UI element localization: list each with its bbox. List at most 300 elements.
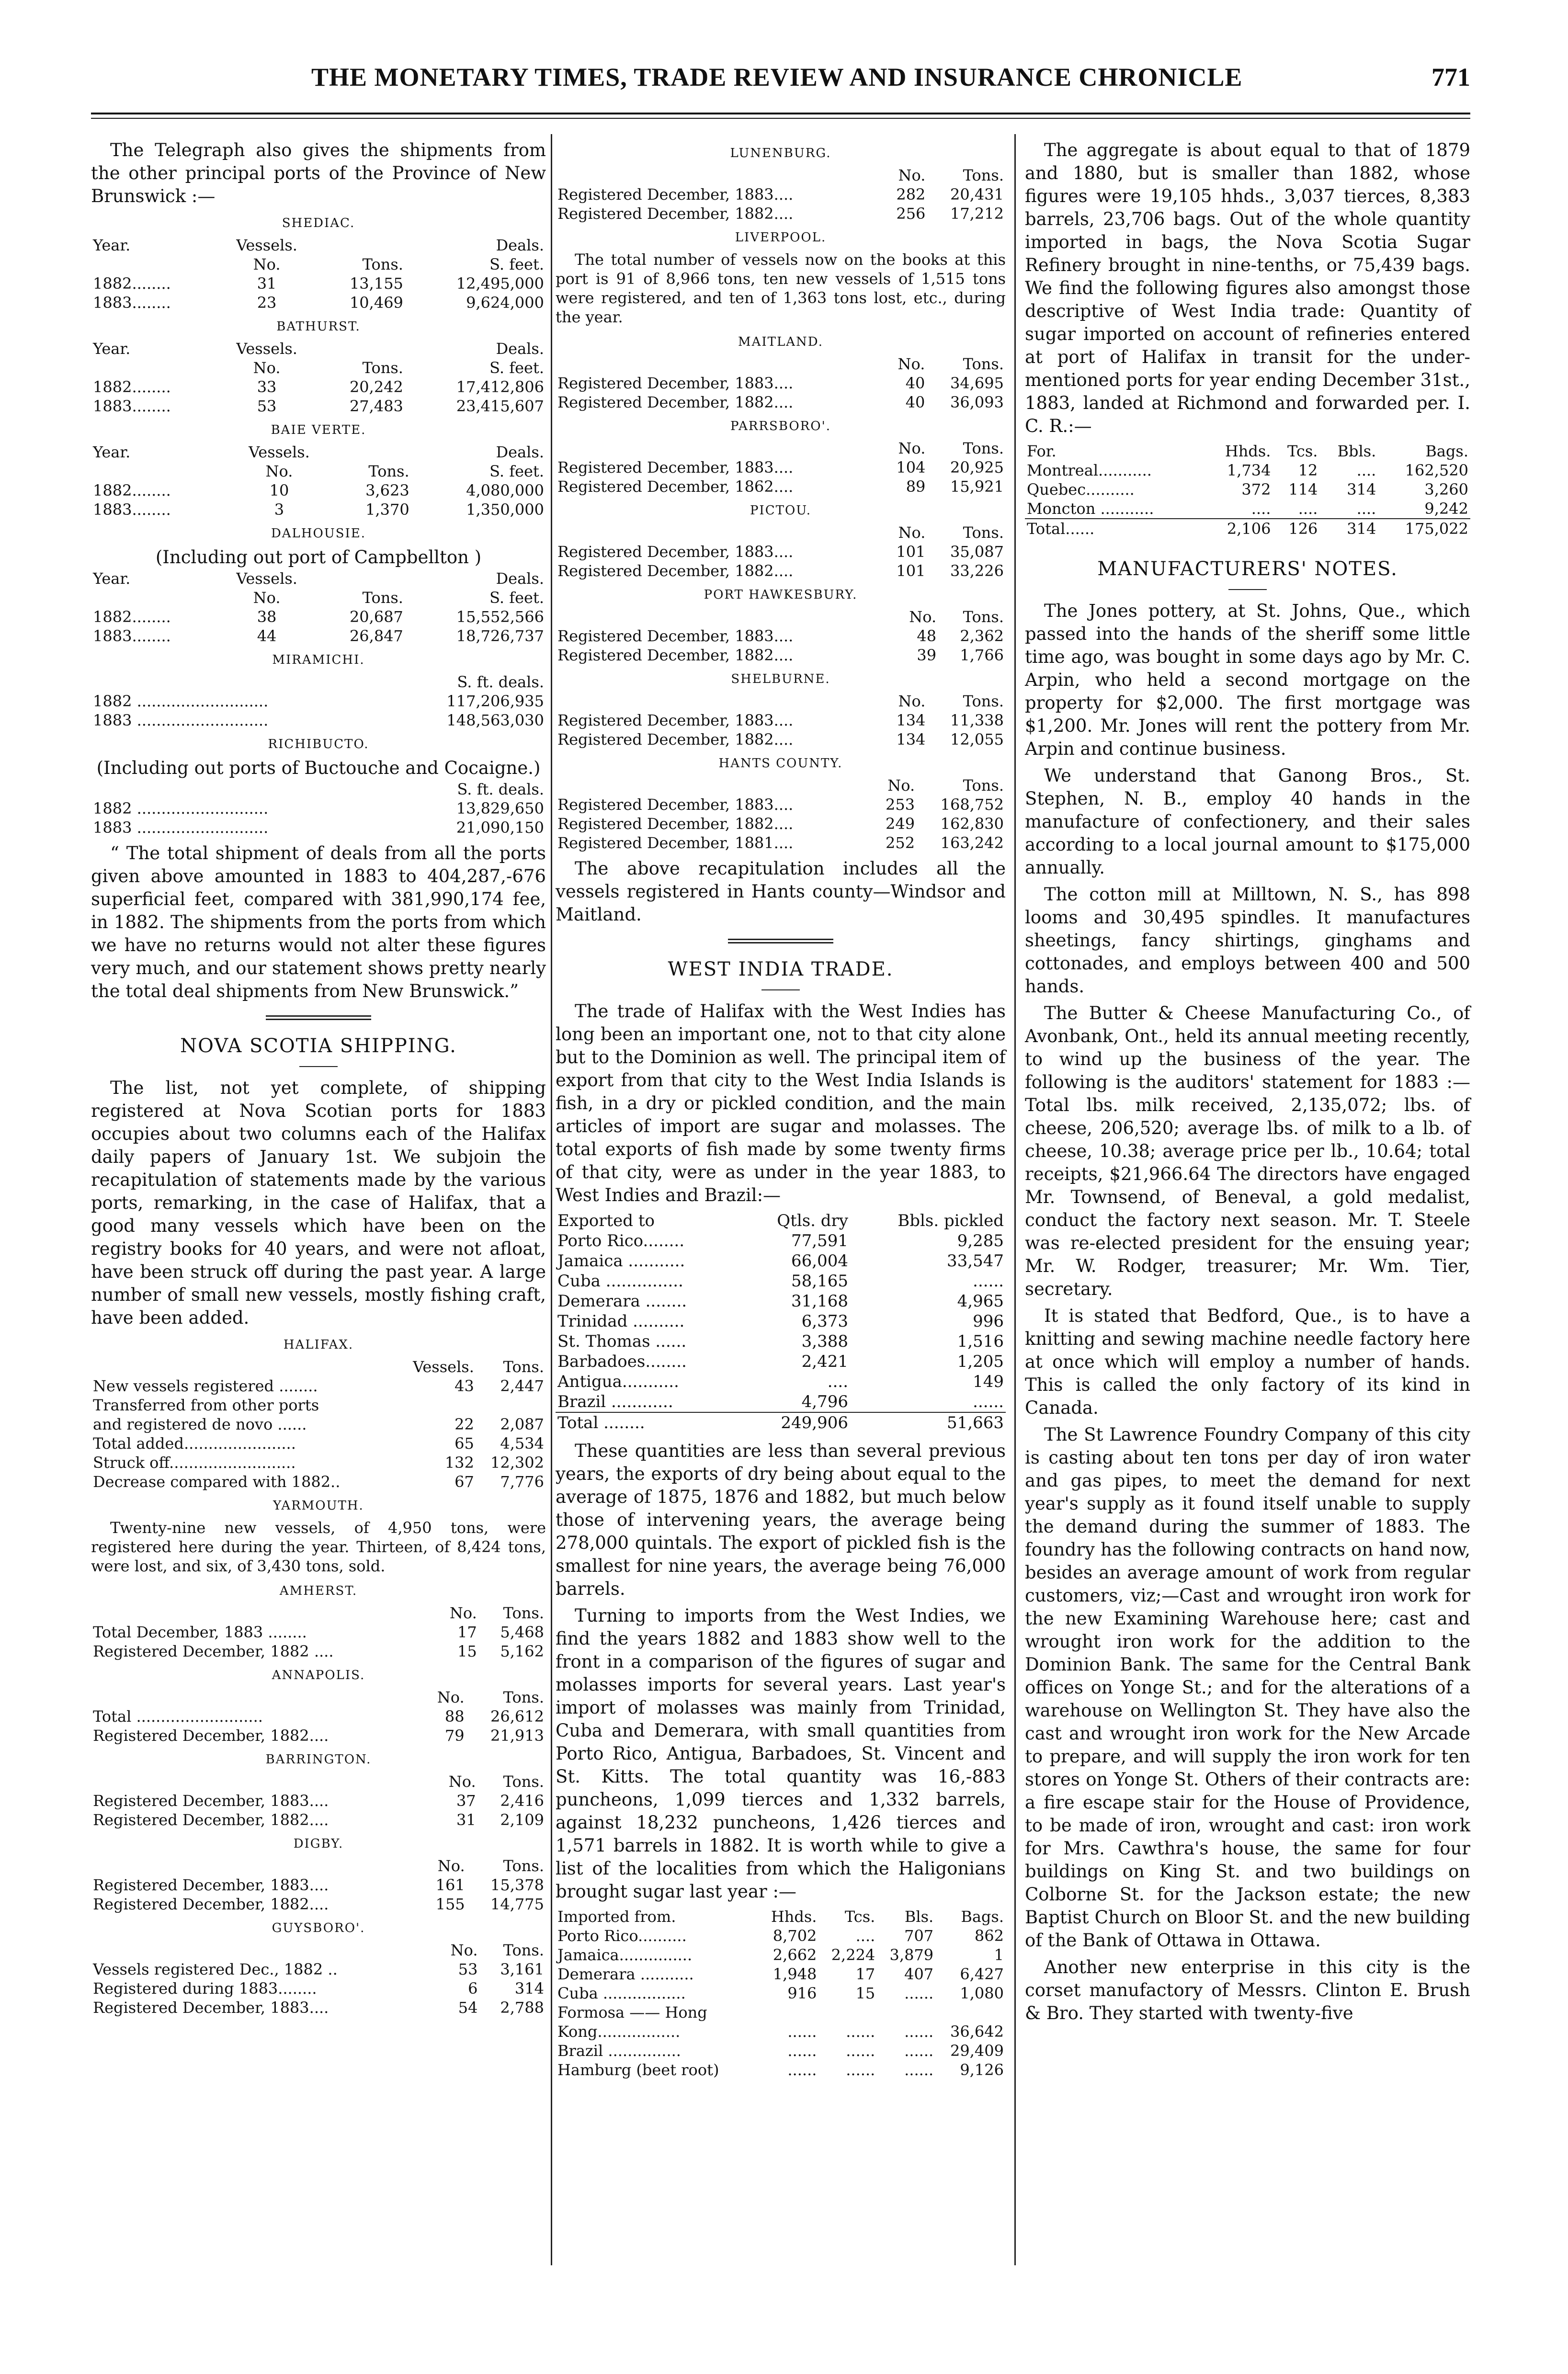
table-cell: 134: [896, 730, 926, 749]
table-row: [556, 814, 1006, 833]
table-cell: Quebec..........: [1027, 480, 1135, 499]
table-cell: 36,642: [950, 2022, 1004, 2041]
table-header-row: [91, 569, 546, 588]
table-cell: Registered December, 1883....: [557, 543, 794, 561]
header-cell: [317, 236, 405, 255]
table-cell: 3,879: [889, 1946, 934, 1964]
table-cell: ....: [1356, 500, 1376, 518]
table-cell: 15,921: [950, 477, 1004, 496]
header-cell: [91, 1772, 433, 1791]
table-cell: 1,370: [365, 500, 409, 519]
header-cell: Bags.: [1425, 442, 1468, 460]
header-cell: Qtls. dry: [777, 1211, 848, 1230]
table-row: [91, 692, 546, 711]
table-cell: 29,409: [950, 2042, 1004, 2060]
table-cell: Struck off..........................: [93, 1454, 296, 1472]
section-label: HALIFAX.: [283, 1338, 354, 1352]
table-row: [91, 1396, 546, 1415]
section-label: BARRINGTON.: [265, 1752, 372, 1767]
nb-ports-tables: [91, 212, 546, 646]
page-header: [91, 62, 1470, 91]
table-cell: 1882........: [93, 378, 171, 396]
header-cell: Deals.: [496, 443, 544, 461]
nova-scotia-heading: NOVA SCOTIA SHIPPING.: [180, 1035, 457, 1057]
west-india-para-1: The trade of Halifax with the West Indies has long been an important one, not to that city alone but to the Dominion as well. The principal item of export from that city to the West India Islands is fish, in a dry or pickled condition, and the main articles of import are sugar and molasses. The total exports of fish made by some twenty firms of that city, were as under in the year 1883, to West Indies and Brazil:—: [556, 1001, 1006, 1205]
table-row: [91, 1415, 546, 1434]
table-cell: 1: [994, 1946, 1004, 1964]
table-cell: Demerara ...........: [557, 1965, 694, 1983]
table-cell: 314: [1319, 519, 1378, 538]
table-cell: ......: [846, 2022, 875, 2041]
table-cell: 9,285: [957, 1231, 1004, 1250]
table-cell: Registered December, 1883....: [93, 1999, 329, 2017]
table-cell: Registered December, 1883....: [557, 458, 794, 477]
table-cell: 134: [896, 711, 926, 729]
table-row: [556, 458, 1006, 477]
table-row: [556, 1311, 1006, 1331]
table-cell: ....: [1251, 500, 1271, 518]
header-cell: Tons.: [963, 166, 1004, 184]
table-cell: 6: [468, 1979, 478, 1998]
table-cell: 26,612: [490, 1707, 544, 1726]
table-row: [556, 1231, 1006, 1251]
table-cell: Registered during 1883........: [93, 1979, 317, 1998]
table-cell: ......: [904, 2061, 934, 2079]
table-cell: 2,106: [1204, 519, 1273, 538]
transit-table: [1025, 442, 1470, 538]
header-rule: [91, 113, 1470, 114]
table-cell: 33: [257, 378, 277, 396]
header-cell: Tons.: [963, 608, 1004, 626]
table-cell: Registered December, 1882....: [557, 646, 794, 664]
column-1: [91, 139, 546, 2017]
table-cell: 51,663: [850, 1412, 1006, 1433]
table-cell: Montreal...........: [1027, 461, 1152, 479]
table-cell: 1882 ...........................: [93, 799, 269, 818]
port-note: (Including out port of Campbellton ): [155, 547, 482, 568]
header-cell: [91, 1941, 436, 1960]
table-header-row: [1025, 442, 1470, 461]
table-cell: 1883 ...........................: [93, 711, 269, 729]
table-cell: 12,495,000: [456, 274, 544, 293]
manufacturers-paragraph: It is stated that Bedford, Que., is to have a knitting and sewing machine needle factory here at once which will employ a number of hands. This is called the only factory of its kind in Canada.: [1025, 1306, 1470, 1418]
table-cell: 3,161: [500, 1960, 544, 1978]
section-label: SHEDIAC.: [282, 216, 355, 230]
aggregate-para: The aggregate is about equal to that of 1879 and 1880, but is smaller than 1882, whose figures were 19,105 hhds., 3,037 tierces, 8,383 barrels, 23,706 bags. Out of the whole quantity imported in bags, the Nova Scotia Sugar Refinery brought in nine-tenths, or 75,439 bags. We find the following figures also amongst those descriptive of West India trade: Quantity of sugar imported on account of refineries entered at port of Halifax in transit for the under-mentioned ports for year ending December 31st., 1883, landed at Richmond and forwarded per. I. C. R.:—: [1025, 140, 1470, 436]
table-cell: 2,109: [500, 1811, 544, 1829]
table-cell: 916: [787, 1984, 817, 2002]
table-cell: 37: [456, 1792, 476, 1810]
table-cell: 31,168: [791, 1292, 848, 1311]
register-table: [91, 1856, 546, 1914]
table-cell: Moncton ...........: [1027, 500, 1154, 518]
register-table: [91, 1603, 546, 1661]
table-header-row: [556, 607, 1006, 626]
table-cell: 1882 ...........................: [93, 692, 269, 710]
table-cell: 1883........: [93, 500, 171, 519]
table-row: [91, 1810, 546, 1829]
table-cell: ......: [973, 1272, 1004, 1291]
header-cell: Tcs.: [1287, 442, 1318, 460]
table-cell: 36,093: [950, 393, 1004, 411]
section-divider: [266, 1015, 371, 1020]
table-cell: Kong.................: [557, 2022, 681, 2041]
table-header-row: [91, 1941, 546, 1960]
nova-scotia-text: The list, not yet complete, of shipping registered at Nova Scotian ports for 1883 occupies about two columns each of the Halifax daily papers of January 1st. We subjoin the recapitulation of statements made by the various ports, remarking, in the case of Halifax, that a good many vessels which have been on the registry books for 40 years, and were not afloat, have been struck off during the past year. A large number of small new vessels, mostly fishing craft, have been added.: [91, 1078, 546, 1328]
table-cell: 17: [855, 1965, 875, 1983]
manufacturers-paragraph: We understand that Ganong Bros., St. Stephen, N. B., employ 40 hands in the manufacture of confectionery, and their sales according to a local journal amount to $175,000 annually.: [1025, 765, 1470, 878]
table-cell: 11,338: [950, 711, 1004, 729]
header-cell: For.: [1027, 442, 1057, 460]
column-separator: [551, 134, 552, 2265]
header-cell: Year.: [93, 569, 131, 588]
section-label: PORT HAWKESBURY.: [704, 588, 858, 602]
table-row: [1025, 480, 1470, 499]
table-row: [556, 1271, 1006, 1291]
table-row: [91, 1895, 546, 1914]
publication-title: THE MONETARY TIMES, TRADE REVIEW AND INSURANCE CHRONICLE: [311, 63, 1243, 91]
header-cell: S. feet.: [489, 359, 544, 377]
header-cell: [91, 1856, 421, 1875]
header-cell: [317, 339, 405, 358]
table-row: [91, 818, 546, 837]
table-cell: 4,080,000: [466, 481, 544, 500]
header-cell: No.: [253, 255, 281, 273]
table-cell: 15: [457, 1642, 477, 1660]
table-cell: 117,206,935: [446, 692, 544, 710]
table-cell: Total ........: [556, 1412, 744, 1433]
table-cell: ......: [973, 1392, 1004, 1411]
header-cell: [91, 358, 217, 377]
table-cell: 175,022: [1378, 519, 1470, 538]
table-cell: 6,427: [960, 1965, 1004, 1983]
table-header-row: [556, 692, 1006, 711]
table-row: [91, 397, 546, 416]
header-cell: No.: [898, 355, 925, 373]
table-row: [556, 1251, 1006, 1271]
header-cell: [91, 672, 382, 692]
section-label: LIVERPOOL.: [735, 230, 827, 245]
register-table: [556, 607, 1006, 665]
table-cell: 4,796: [801, 1392, 848, 1411]
section-label: SHELBURNE.: [731, 672, 830, 686]
table-cell: 862: [974, 1927, 1004, 1945]
table-cell: 707: [904, 1927, 934, 1945]
table-row: [556, 646, 1006, 665]
table-cell: 27,483: [349, 397, 403, 415]
table-cell: 3: [274, 500, 284, 519]
table-cell: 22: [454, 1415, 474, 1433]
table-header-row: [91, 1357, 546, 1376]
section-label: AMHERST.: [279, 1584, 358, 1598]
short-rule: [299, 1066, 338, 1067]
table-cell: 148,563,030: [446, 711, 544, 729]
header-cell: No.: [898, 523, 926, 542]
table-cell: 44: [257, 627, 277, 645]
header-cell: [91, 588, 217, 607]
table-row: [556, 711, 1006, 730]
table-cell: Registered December, 1881....: [557, 834, 794, 852]
table-header-row: [556, 1211, 1006, 1231]
header-cell: [556, 354, 884, 374]
header-cell: Tons.: [503, 1941, 544, 1959]
yarmouth-text: Twenty-nine new vessels, of 4,950 tons, were registered here during the year. Thirteen, of 8,424 tons, were lost, and six, of 3,430 tons, sold.: [91, 1519, 546, 1575]
west-india-para-3: Turning to imports from the West Indies, we find the years 1882 and 1883 show well to the front in a comparison of the figures of sugar and molasses imports for several years. Last year's import of molasses was mainly from Trinidad, Cuba and Demerara, with small quantities from Porto Rico, Antigua, Barbadoes, St. Vincent and St. Kitts. The total quantity was 16,-883 puncheons, 1,099 tierces and 1,332 barrels, against 18,232 puncheons, 1,426 tierces and 1,571 barrels in 1882. It is worth while to give a list of the localities from which the Haligonians brought sugar last year :—: [556, 1605, 1006, 1902]
manufacturers-notes: [1025, 600, 1470, 2025]
register-table: [556, 776, 1006, 852]
header-cell: No.: [909, 608, 937, 626]
table-row: [91, 1960, 546, 1979]
table-row: [91, 1979, 546, 1998]
table-cell: Total December, 1883 ........: [93, 1623, 307, 1641]
table-header-row: [556, 439, 1006, 458]
table-row: [91, 1434, 546, 1453]
header-cell: Tons.: [503, 1772, 544, 1791]
table-cell: 114: [1288, 480, 1318, 499]
header-cell: Tons.: [503, 1857, 544, 1875]
header-cell: Deals.: [496, 569, 544, 588]
table-cell: 88: [444, 1707, 465, 1726]
section-label: GUYSBORO'.: [272, 1921, 365, 1935]
header-cell: S. ft. deals.: [457, 780, 544, 798]
table-header-row: [91, 443, 546, 462]
table-row: [556, 393, 1006, 412]
header-cell: Tons.: [362, 359, 403, 377]
table-row: [91, 1376, 546, 1396]
table-cell: Trinidad ..........: [557, 1312, 685, 1331]
table-cell: 13,155: [349, 274, 403, 293]
table-cell: 17,212: [950, 204, 1004, 223]
table-cell: [877, 2003, 935, 2022]
table-cell: and registered de novo ......: [93, 1415, 307, 1433]
table-cell: Registered December, 1882....: [557, 730, 794, 749]
header-cell: [91, 780, 392, 799]
table-row: [556, 833, 1006, 852]
table-header-row: [91, 1772, 546, 1791]
table-header-row: [556, 523, 1006, 542]
table-cell: [397, 1396, 476, 1415]
table-cell: 23,415,607: [456, 397, 544, 415]
header-cell: Year.: [93, 236, 131, 254]
table-cell: 314: [514, 1979, 544, 1998]
table-cell: 161: [435, 1876, 465, 1894]
table-cell: 65: [454, 1434, 474, 1453]
table-cell: ......: [846, 2042, 875, 2060]
header-cell: [91, 462, 226, 481]
manufacturers-heading: MANUFACTURERS' NOTES.: [1097, 558, 1398, 580]
table-cell: 126: [1273, 519, 1319, 538]
port-table: [91, 236, 546, 312]
section-divider: [728, 939, 833, 943]
header-cell: Tons.: [362, 255, 403, 273]
table-cell: Registered December, 1882 ....: [93, 1642, 334, 1660]
table-cell: St. Thomas ......: [557, 1332, 687, 1351]
table-cell: 18,726,737: [456, 627, 544, 645]
table-cell: 14,775: [490, 1895, 544, 1913]
table-cell: 54: [458, 1999, 478, 2017]
table-header-row: [556, 1907, 1006, 1926]
telegraph-intro: The Telegraph also gives the shipments from the other principal ports of the Province of New Brunswick :—: [91, 140, 546, 206]
table-row: [556, 2003, 1006, 2022]
section-label: DALHOUSIE.: [271, 526, 366, 541]
table-cell: Total ..........................: [93, 1707, 263, 1726]
table-cell: 155: [435, 1895, 465, 1913]
header-cell: Tons.: [503, 1604, 544, 1622]
header-cell: [556, 692, 882, 711]
table-row: [91, 607, 546, 626]
header-cell: Tons.: [368, 462, 409, 480]
header-cell: Bbls.: [1337, 442, 1376, 460]
fish-exports-table: [556, 1211, 1006, 1433]
table-cell: 21,913: [490, 1727, 544, 1745]
header-cell: No.: [898, 692, 926, 710]
header-cell: No.: [265, 462, 293, 480]
recap-note: The above recapitulation includes all the vessels registered in Hants county—Windsor and Maitland.: [556, 858, 1006, 925]
table-cell: Formosa —— Hong: [557, 2003, 707, 2022]
header-cell: Exported to: [557, 1211, 655, 1230]
header-cell: [556, 166, 882, 185]
table-cell: 6,373: [801, 1312, 848, 1331]
port-table: [91, 443, 546, 519]
table-cell: Cuba ...............: [557, 1272, 683, 1291]
table-cell: Registered December, 1883....: [557, 185, 794, 204]
table-cell: 1882........: [93, 481, 171, 500]
table-cell: Registered December, 1882....: [557, 815, 794, 833]
table-cell: 20,431: [950, 185, 1004, 204]
table-cell: 53: [257, 397, 277, 415]
table-cell: 104: [896, 458, 926, 477]
table-cell: 2,421: [801, 1352, 848, 1371]
header-cell: [556, 776, 873, 795]
table-cell: 33,226: [950, 562, 1004, 580]
table-cell: 1882........: [93, 274, 171, 293]
section-label: BATHURST.: [276, 319, 361, 334]
table-row: [91, 1726, 546, 1745]
table-row: [91, 1453, 546, 1472]
table-cell: 23: [257, 294, 277, 312]
table-row: [91, 1791, 546, 1810]
table-cell: Registered December, 1882....: [557, 393, 794, 411]
table-cell: 162,520: [1405, 461, 1468, 479]
table-cell: Antigua...........: [557, 1372, 679, 1391]
west-india-para-2: These quantities are less than several previous years, the exports of dry being about equal to the average of 1875, 1876 and 1882, but much below those of intervening years, the average being 278,000 quintals. The export of pickled fish is the smallest for nine years, the average being 76,000 barrels.: [556, 1441, 1006, 1599]
table-cell: ......: [787, 2042, 817, 2060]
table-cell: 3,388: [801, 1332, 848, 1351]
sugar-imports-table: [556, 1907, 1006, 2079]
header-cell: S. ft. deals.: [457, 673, 544, 691]
table-cell: Registered December, 1883....: [557, 795, 794, 814]
table-cell: 3,623: [365, 481, 409, 500]
table-row: [556, 795, 1006, 814]
column-2: [556, 139, 1006, 2079]
table-row: [556, 185, 1006, 204]
table-cell: [818, 2003, 877, 2022]
section-label: MIRAMICHI.: [272, 653, 365, 667]
table-cell: Registered December, 1883....: [93, 1792, 329, 1810]
table-cell: Brazil ...............: [557, 2042, 681, 2060]
table-cell: Cuba .................: [557, 1984, 686, 2002]
table-cell: 2,087: [500, 1415, 544, 1433]
port-table: [91, 569, 546, 646]
west-india-heading: WEST INDIA TRADE.: [668, 958, 894, 980]
table-cell: Total......: [1025, 519, 1204, 538]
table-cell: 149: [973, 1372, 1004, 1391]
table-cell: 252: [886, 834, 915, 852]
table-cell: 1882........: [93, 608, 171, 626]
table-cell: 43: [454, 1377, 474, 1395]
short-rule: [1228, 589, 1267, 590]
header-cell: [91, 1357, 397, 1376]
table-header-row: [91, 236, 546, 255]
table-cell: Hamburg (beet root): [557, 2061, 719, 2079]
table-cell: 15,552,566: [456, 608, 544, 626]
table-cell: 996: [973, 1312, 1004, 1331]
table-cell: 9,242: [1424, 500, 1468, 518]
manufacturers-paragraph: The Jones pottery, at St. Johns, Que., which passed into the hands of the sheriff some little time ago, was bought in some days ago by Mr. C. Arpin, who held a second mortgage on the property for $2,000. The first mortgage was $1,200. Mr. Jones will rent the pottery from Mr. Arpin and continue business.: [1025, 601, 1470, 759]
table-cell: ....: [855, 1927, 875, 1945]
table-cell: 249: [886, 815, 915, 833]
table-cell: ......: [846, 2061, 875, 2079]
header-cell: [91, 1603, 435, 1623]
header-cell: Year.: [93, 340, 131, 358]
table-cell: 12,055: [950, 730, 1004, 749]
table-header-row: [91, 672, 546, 692]
table-cell: 282: [896, 185, 926, 204]
table-row: [556, 2060, 1006, 2079]
table-cell: 1883........: [93, 397, 171, 415]
table-cell: 33,547: [947, 1251, 1004, 1271]
header-cell: No.: [448, 1772, 476, 1791]
table-row: [91, 799, 546, 818]
table-cell: 1,350,000: [466, 500, 544, 519]
section-label: YARMOUTH.: [273, 1499, 364, 1513]
table-cell: 66,004: [791, 1251, 848, 1271]
table-cell: Jamaica...............: [557, 1946, 693, 1964]
table-row: [556, 1926, 1006, 1945]
table-cell: 8,702: [773, 1927, 817, 1945]
table-cell: 5,468: [500, 1623, 544, 1641]
table-cell: 79: [444, 1727, 465, 1745]
total-row: [556, 1412, 1006, 1433]
section-label: RICHIBUCTO.: [268, 737, 369, 751]
table-cell: 372: [1241, 480, 1271, 499]
table-header-row: [556, 776, 1006, 795]
header-cell: Year.: [93, 443, 131, 461]
header-cell: No.: [437, 1857, 465, 1875]
table-row: [91, 1707, 546, 1726]
table-cell: 4,965: [957, 1292, 1004, 1311]
register-table: [556, 439, 1006, 496]
table-cell: 1883........: [93, 627, 171, 645]
table-cell: 7,776: [500, 1473, 544, 1491]
header-cell: No.: [437, 1688, 465, 1706]
table-cell: 5,162: [500, 1642, 544, 1660]
table-cell: 2,416: [500, 1792, 544, 1810]
header-cell: Vessels.: [413, 1358, 474, 1376]
header-cell: Vessels.: [236, 340, 297, 358]
table-cell: Brazil ............: [557, 1392, 673, 1411]
table-cell: Jamaica ...........: [557, 1251, 685, 1271]
table-header-row: [91, 1688, 546, 1707]
table-row: [556, 542, 1006, 561]
header-cell: No.: [898, 166, 926, 184]
header-cell: Tons.: [503, 1688, 544, 1706]
table-cell: 38: [257, 608, 277, 626]
table-cell: 132: [444, 1454, 474, 1472]
miramichi-table: [91, 672, 546, 730]
table-row: [556, 1965, 1006, 1984]
table-cell: Registered December, 1883....: [557, 627, 794, 645]
